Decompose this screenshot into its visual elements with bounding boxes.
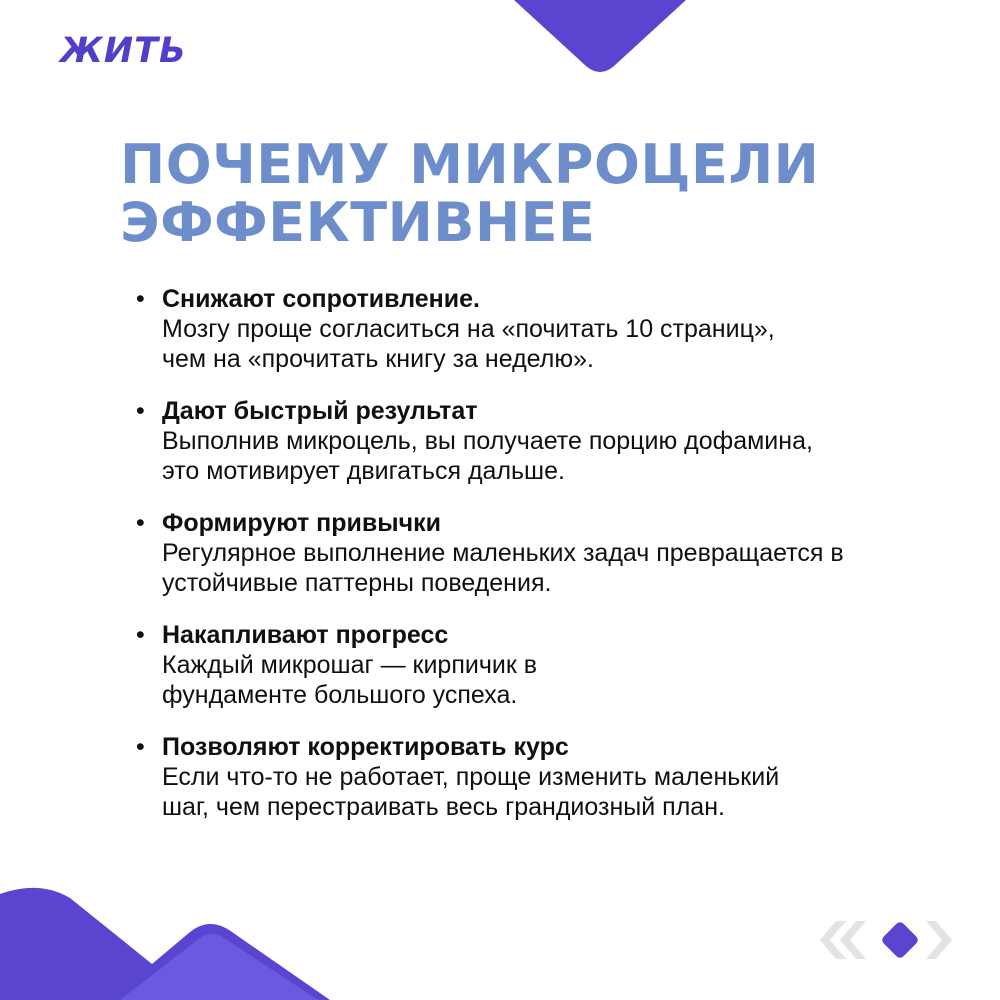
bottom-left-decoration — [0, 860, 420, 1000]
list-item-title: Снижают сопротивление. — [162, 285, 480, 313]
benefits-list — [132, 284, 932, 844]
list-item-title: Позволяют корректировать курс — [162, 733, 569, 761]
pager-chevron-left-icon — [820, 921, 866, 959]
list-item-text: Регулярное выполнение маленьких задач превращается в устойчивые паттерны поведения. — [162, 539, 844, 597]
bullet: • — [136, 733, 145, 761]
list-item-text: Каждый микрошаг — кирпичик в фундаменте большого успеха. — [162, 651, 537, 709]
pager-active-dot — [880, 920, 920, 960]
list-item — [132, 508, 932, 598]
list-item-title: Формируют привычки — [162, 509, 442, 537]
bullet: • — [136, 509, 145, 537]
carousel-pager-icon[interactable] — [806, 915, 966, 965]
title-line-2: ЭФФЕКТИВНЕЕ — [120, 191, 596, 254]
page-title — [120, 133, 820, 254]
title-line-1: ПОЧЕМУ МИКРОЦЕЛИ — [120, 133, 820, 196]
brand-logo: ЖИТЬ — [60, 31, 187, 71]
list-item — [132, 284, 932, 374]
list-item-text: Выполнив микроцель, вы получаете порцию дофамина, это мотивирует двигаться дальше. — [162, 427, 813, 485]
list-item-title: Дают быстрый результат — [162, 397, 478, 425]
list-item-text: Мозгу проще согласиться на «почитать 10 страниц», чем на «прочитать книгу за неделю». — [162, 315, 775, 373]
list-item-text: Если что-то не работает, проще изменить маленький шаг, чем перестраивать весь грандиозный план. — [162, 763, 780, 821]
list-item-title: Накапливают прогресс — [162, 621, 449, 649]
list-item — [132, 732, 932, 822]
bullet: • — [136, 621, 145, 649]
pager-chevron-right-icon — [926, 921, 952, 959]
bullet: • — [136, 285, 145, 313]
list-item — [132, 620, 932, 710]
list-item — [132, 396, 932, 486]
bullet: • — [136, 397, 145, 425]
